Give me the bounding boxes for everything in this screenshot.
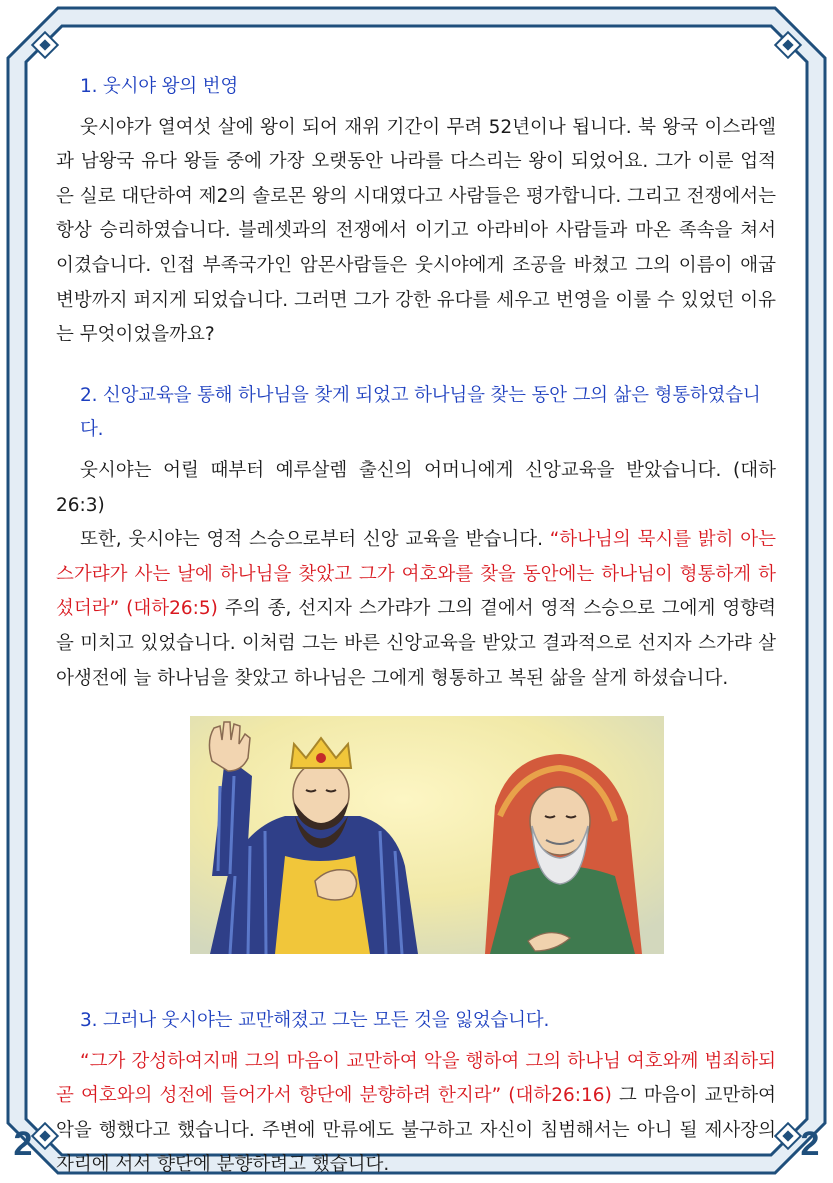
section-2-text-start: 또한, 웃시야는 영적 스승으로부터 신앙 교육을 받습니다. (80, 529, 550, 551)
section-2-text-rest: 주의 종, 선지자 스가랴가 그의 곁에서 영적 스승으로 그에게 영향력을 미치고 있었습니다. 이처럼 그는 바른 신앙교육을 받았고 결과적으로 선지자 스가랴 살아생전에 늘 하나님을 찾았고 하나님은 그에게 형통하고 복된 삶을 살게 하셨습니다. (56, 598, 776, 689)
document-body (56, 70, 776, 1183)
section-3-heading: 3. 그러나 웃시야는 교만해졌고 그는 모든 것을 잃었습니다. (80, 1010, 550, 1032)
section-1-paragraph: 웃시야가 열여섯 살에 왕이 되어 재위 기간이 무려 52년이나 됩니다. 북 왕국 이스라엘과 남왕국 유다 왕들 중에 가장 오랫동안 나라를 다스리는 왕이 되었어요. 그가 이룬 업적은 실로 대단하여 제2의 솔로몬 왕의 시대였다고 사람들은 평가합니다. 그리고 전쟁에서는 항상 승리하였습니다. 블레셋과의 전쟁에서 이기고 아라비아 사람들과 마온 족속을 쳐서 이겼습니다. 인접 부족국가인 암몬사람들은 웃시야에게 조공을 바쳤고 그의 이름이 애굽 변방까지 퍼지게 되었습니다. 그러면 그가 강한 유다를 세우고 번영을 이룰 수 있었던 이유는 무엇이었을까요? (56, 116, 776, 346)
section-3-scripture-quote: “그가 강성하여지매 그의 마음이 교만하여 악을 행하여 그의 하나님 여호와께 범죄하되 곧 여호와의 성전에 들어가서 향단에 분향하려 한지라” (대하26:16) (56, 1050, 776, 1107)
section-1-heading: 1. 웃시야 왕의 번영 (80, 76, 238, 97)
section-3-text-rest: 그 마음이 교만하여 악을 행했다고 했습니다. 주변에 만류에도 불구하고 자신이 침범해서는 아니 될 제사장의 자리에 서서 향단에 분향하려고 했습니다. (56, 1085, 776, 1176)
section-2-paragraph-1: 웃시야는 어릴 때부터 예루살렘 출신의 어머니에게 신앙교육을 받았습니다. (대하 26:3) (56, 459, 776, 516)
section-2-scripture-quote: “하나님의 묵시를 밝히 아는 스가랴가 사는 날에 하나님을 찾았고 그가 여호와를 찾을 동안에는 하나님이 형통하게 하셨더라” (대하26:5) (56, 529, 776, 620)
page-number-right: 2 (800, 1125, 820, 1163)
section-2-paragraph-2 (56, 523, 776, 696)
page-number-left: 2 (13, 1125, 33, 1163)
illustration-area (56, 716, 776, 988)
section-2-heading: 2. 신앙교육을 통해 하나님을 찾게 되었고 하나님을 찾는 동안 그의 삶은 형통하였습니다. (80, 384, 761, 441)
section-3-paragraph (56, 1045, 776, 1183)
king-and-prophet-icon (190, 716, 664, 954)
